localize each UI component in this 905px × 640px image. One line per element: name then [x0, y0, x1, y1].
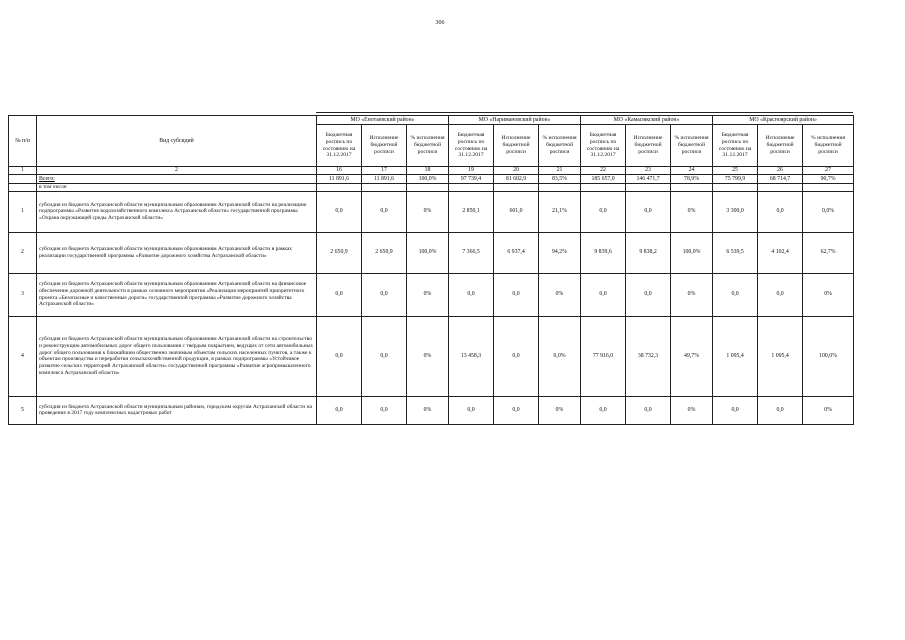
- subheader-budget: Бюджетная роспись по состоянию на 31.12.2017: [317, 125, 362, 167]
- value-cell: 0,0: [758, 273, 803, 316]
- column-index: 25: [713, 167, 758, 175]
- col-num-header: № п/п: [9, 116, 37, 167]
- column-index: 22: [581, 167, 626, 175]
- value-cell: 0,0: [713, 273, 758, 316]
- table-row: [9, 232, 854, 273]
- total-cell: 100,0%: [407, 175, 449, 184]
- total-cell: 75 799,9: [713, 175, 758, 184]
- value-cell: 7 366,5: [449, 232, 494, 273]
- empty-cell: [713, 184, 758, 192]
- empty-cell: [581, 184, 626, 192]
- value-cell: 0,0: [362, 273, 407, 316]
- page-number: 306: [435, 20, 445, 26]
- column-index: 27: [803, 167, 854, 175]
- municipality-header: МО «Наримановский район»: [449, 116, 581, 125]
- value-cell: 38 732,3: [626, 316, 671, 396]
- municipality-header: МО «Камызякский район»: [581, 116, 713, 125]
- value-cell: 9 839,6: [581, 232, 626, 273]
- col-type-header: Вид субсидий: [37, 116, 317, 167]
- column-index-row: [9, 167, 854, 175]
- row-number: 4: [9, 316, 37, 396]
- value-cell: 0,0: [449, 396, 494, 424]
- value-cell: 0,0%: [803, 191, 854, 232]
- value-cell: 0%: [803, 273, 854, 316]
- empty-cell: [671, 184, 713, 192]
- value-cell: 0,0: [713, 396, 758, 424]
- value-cell: 6 937,4: [494, 232, 539, 273]
- value-cell: 1 095,4: [758, 316, 803, 396]
- value-cell: 0%: [539, 273, 581, 316]
- subheader-execution: Исполнение бюджетной росписи: [494, 125, 539, 167]
- empty-cell: [317, 184, 362, 192]
- total-cell: 11 891,6: [317, 175, 362, 184]
- empty-cell: [494, 184, 539, 192]
- value-cell: 0%: [407, 316, 449, 396]
- subheader-percent: % исполнения бюджетной росписи: [539, 125, 581, 167]
- value-cell: 0,0: [626, 273, 671, 316]
- value-cell: 3 300,0: [713, 191, 758, 232]
- value-cell: 0%: [671, 191, 713, 232]
- total-cell: 185 657,0: [581, 175, 626, 184]
- column-index: 2: [37, 167, 317, 175]
- subheader-percent: % исполнения бюджетной росписи: [803, 125, 854, 167]
- row-number: 2: [9, 232, 37, 273]
- subheader-budget: Бюджетная роспись по состоянию на 31.12.2017: [713, 125, 758, 167]
- empty-cell: [803, 184, 854, 192]
- municipality-header: МО «Красноярский район»: [713, 116, 854, 125]
- subheader-execution: Исполнение бюджетной росписи: [626, 125, 671, 167]
- value-cell: 0,0: [317, 316, 362, 396]
- value-cell: 0,0: [494, 396, 539, 424]
- including-row: [9, 184, 854, 192]
- value-cell: 0,0: [362, 316, 407, 396]
- value-cell: 0,0: [626, 191, 671, 232]
- empty-cell: [449, 184, 494, 192]
- value-cell: 0%: [407, 396, 449, 424]
- value-cell: 601,0: [494, 191, 539, 232]
- value-cell: 0%: [539, 396, 581, 424]
- subheader-execution: Исполнение бюджетной росписи: [758, 125, 803, 167]
- value-cell: 2 650,9: [362, 232, 407, 273]
- value-cell: 0,0: [449, 273, 494, 316]
- value-cell: 0,0: [494, 316, 539, 396]
- empty-cell: [539, 184, 581, 192]
- total-cell: 146 471,7: [626, 175, 671, 184]
- total-cell: 81 602,9: [494, 175, 539, 184]
- row-description: субсидия из бюджета Астраханской области муниципальным образованиям Астраханской области на финансовое обеспечение дорожной деятельности в рамках основного мероприятия «Реализация мероприятий приоритетного проекта «Безопасные и качественные дороги» государственной программы «Развитие дорожного хозяйства Астраханской области»: [37, 273, 317, 316]
- empty-cell: [407, 184, 449, 192]
- total-cell: 90,7%: [803, 175, 854, 184]
- value-cell: 2 850,1: [449, 191, 494, 232]
- value-cell: 0,0: [317, 396, 362, 424]
- municipality-header: МО «Енотаевский район»: [317, 116, 449, 125]
- table-row: [9, 191, 854, 232]
- value-cell: 0%: [803, 396, 854, 424]
- value-cell: 0%: [407, 191, 449, 232]
- subsidy-report-table: [8, 115, 854, 425]
- value-cell: 0,0: [581, 191, 626, 232]
- empty-cell: [362, 184, 407, 192]
- including-label: в том числе:: [37, 184, 317, 192]
- value-cell: 0,0: [317, 273, 362, 316]
- value-cell: 6 539,5: [713, 232, 758, 273]
- column-index: 18: [407, 167, 449, 175]
- value-cell: 0,0: [317, 191, 362, 232]
- column-index: 23: [626, 167, 671, 175]
- value-cell: 0,0: [362, 191, 407, 232]
- column-index: 1: [9, 167, 37, 175]
- value-cell: 49,7%: [671, 316, 713, 396]
- total-cell: 97 739,4: [449, 175, 494, 184]
- row-description: субсидия из бюджета Астраханской области муниципальным районам, городским округам Астраханской области на проведение в 2017 году комплексных кадастровых работ: [37, 396, 317, 424]
- value-cell: 0,0: [362, 396, 407, 424]
- including-num-cell: [9, 184, 37, 192]
- total-cell: 78,9%: [671, 175, 713, 184]
- value-cell: 0,0: [581, 396, 626, 424]
- table-row: [9, 396, 854, 424]
- row-description: субсидия из бюджета Астраханской области муниципальным образованиям Астраханской области на строительство и реконструкцию автомобильных дорог общего пользования с твердым покрытием, ведущих от сети автомобильных дорог общего пользования к ближайшим общественно значимым объектам сельских населенных пунктов, а также к объектам производства и переработки сельскохозяйственной продукции, в рамках подпрограммы «Устойчивое развитие сельских территорий Астраханской области» государственной программы «Развитие агропромышленного комплекса Астраханской области»: [37, 316, 317, 396]
- value-cell: 0%: [671, 396, 713, 424]
- value-cell: 4 102,4: [758, 232, 803, 273]
- subheader-percent: % исполнения бюджетной росписи: [671, 125, 713, 167]
- header-rule: [316, 112, 853, 113]
- value-cell: 100,0%: [407, 232, 449, 273]
- value-cell: 2 650,9: [317, 232, 362, 273]
- column-index: 24: [671, 167, 713, 175]
- municipality-header-row: [9, 116, 854, 125]
- row-number: 1: [9, 191, 37, 232]
- subheader-budget: Бюджетная роспись по состоянию на 31.12.2017: [581, 125, 626, 167]
- column-index: 19: [449, 167, 494, 175]
- subheader-execution: Исполнение бюджетной росписи: [362, 125, 407, 167]
- value-cell: 77 916,0: [581, 316, 626, 396]
- total-num-cell: [9, 175, 37, 184]
- subheader-percent: % исполнения бюджетной росписи: [407, 125, 449, 167]
- value-cell: 0,0%: [539, 316, 581, 396]
- value-cell: 62,7%: [803, 232, 854, 273]
- value-cell: 0,0: [758, 396, 803, 424]
- value-cell: 0,0: [626, 396, 671, 424]
- value-cell: 100,0%: [803, 316, 854, 396]
- value-cell: 13 458,3: [449, 316, 494, 396]
- total-cell: 11 891,6: [362, 175, 407, 184]
- table-row: [9, 273, 854, 316]
- value-cell: 0%: [671, 273, 713, 316]
- value-cell: 0%: [407, 273, 449, 316]
- value-cell: 0,0: [581, 273, 626, 316]
- empty-cell: [758, 184, 803, 192]
- value-cell: 0,0: [758, 191, 803, 232]
- row-description: субсидия из бюджета Астраханской области муниципальным образованиям Астраханской области на реализацию подпрограммы «Развитие водохозяйственного комплекса Астраханской области» государственной программы «Охрана окружающей среды Астраханской области»: [37, 191, 317, 232]
- subheader-budget: Бюджетная роспись по состоянию на 31.12.2017: [449, 125, 494, 167]
- value-cell: 94,2%: [539, 232, 581, 273]
- total-label: Всего:: [37, 175, 317, 184]
- total-cell: 68 714,7: [758, 175, 803, 184]
- column-index: 16: [317, 167, 362, 175]
- total-row: [9, 175, 854, 184]
- empty-cell: [626, 184, 671, 192]
- column-index: 21: [539, 167, 581, 175]
- column-index: 26: [758, 167, 803, 175]
- row-number: 5: [9, 396, 37, 424]
- total-cell: 83,5%: [539, 175, 581, 184]
- value-cell: 21,1%: [539, 191, 581, 232]
- value-cell: 1 095,4: [713, 316, 758, 396]
- row-description: субсидия из бюджета Астраханской области муниципальным образованиям Астраханской области в рамках реализации государственной программы «Развитие дорожного хозяйства Астраханской области»: [37, 232, 317, 273]
- row-number: 3: [9, 273, 37, 316]
- value-cell: 9 838,2: [626, 232, 671, 273]
- column-index: 20: [494, 167, 539, 175]
- column-index: 17: [362, 167, 407, 175]
- value-cell: 0,0: [494, 273, 539, 316]
- value-cell: 100,0%: [671, 232, 713, 273]
- table-row: [9, 316, 854, 396]
